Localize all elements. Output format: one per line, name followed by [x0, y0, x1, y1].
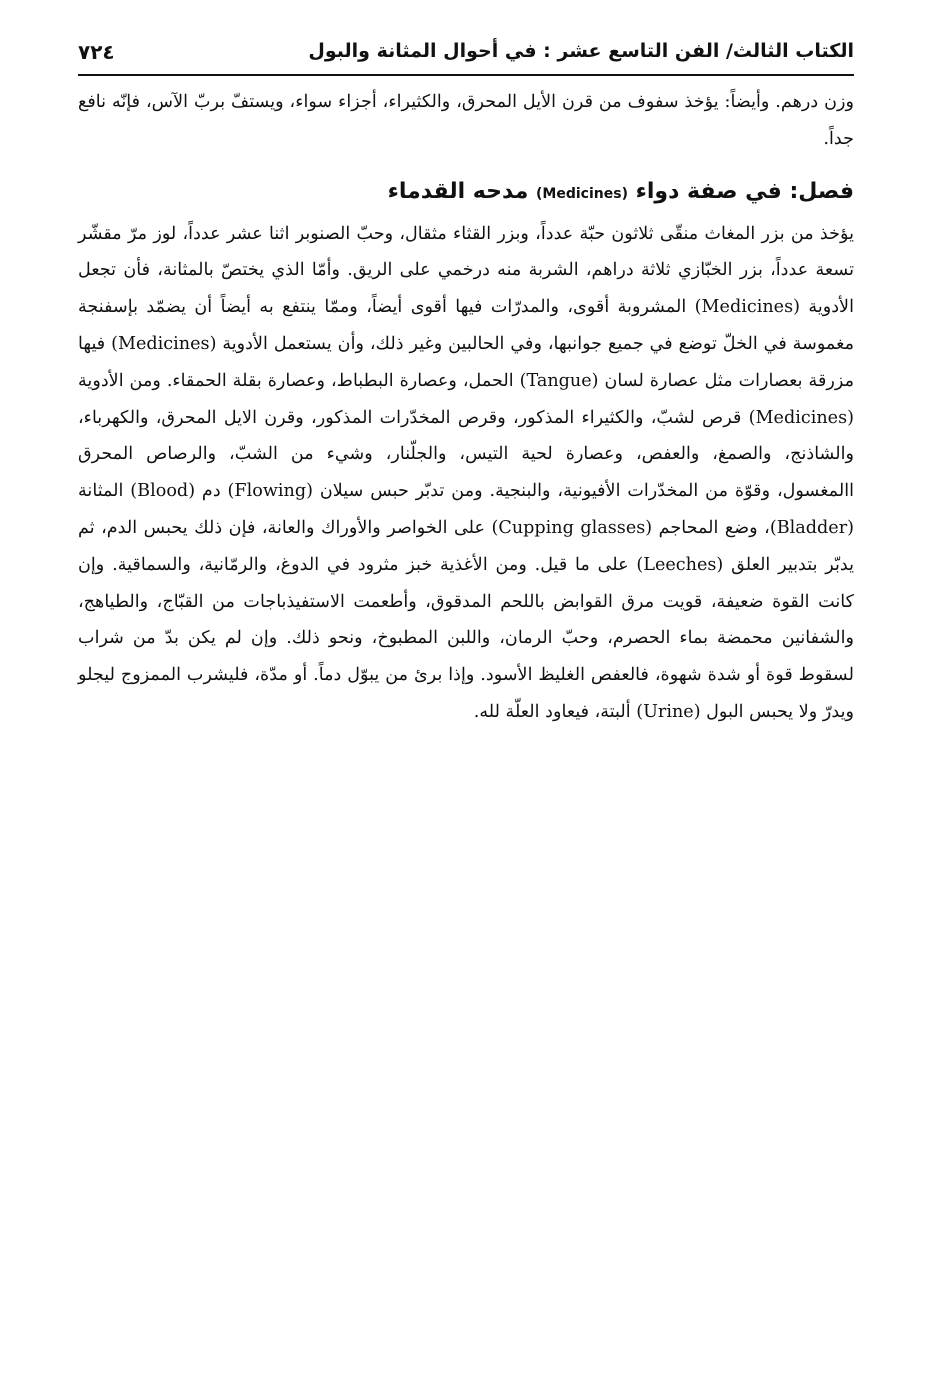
section-heading-latin: (Medicines)	[536, 185, 628, 202]
section-heading-prefix: فصل: في صفة دواء	[635, 178, 854, 204]
header-rule	[78, 74, 854, 76]
running-title: الكتاب الثالث/ الفن التاسع عشر : في أحوال المثانة والبول	[308, 40, 854, 62]
paragraph-continuation: وزن درهم. وأيضاً: يؤخذ سفوف من قرن الأيل المحرق، والكثيراء، أجزاء سواء، ويستفّ بربّ الآس، فإنّه نافع جداً.	[78, 92, 854, 149]
page-number: ٧٢٤	[78, 40, 115, 64]
paragraph-main: يؤخذ من بزر المغاث منقّى ثلاثون حبّة عدداً، وبزر القثاء مثقال، وحبّ الصنوبر اثنا عشر عدداً، لوز مرّ مقشّر تسعة عدداً، بزر الخبّازي ثلاثة دراهم، الشربة منه درخمي على الريق. وأمّا الذي يختصّ بالمثانة، فأن تجعل الأدوية (Medicines) المشروبة أقوى، والمدرّات فيها أقوى أيضاً، وممّا ينتفع به أيضاً أن يضمّد بإسفنجة مغموسة في الخلّ توضع في جميع جوانبها، وفي الحالبين وغير ذلك، وأن يستعمل الأدوية (Medicines) فيها مزرقة بعصارات مثل عصارة لسان (Tangue) الحمل، وعصارة البطباط، وعصارة بقلة الحمقاء. ومن الأدوية (Medicines) قرص لشبّ، والكثيراء المذكور، وقرص المخدّرات المذكور، وقرن الايل المحرق، والكهرباء، والشاذنج، والصمغ، والعفص، وعصارة لحية التيس، والجلّنار، وشيء من الشبّ، والرصاص المحرق االمغسول، وقوّة من المخدّرات الأفيونية، والبنجية. ومن تدبّر حبس سيلان (Flowing) دم (Blood) المثانة (Bladder)، وضع المحاجم (Cupping glasses) على الخواصر والأوراك والعانة، فإن ذلك يحبس الدم، ثم يدبّر بتدبير العلق (Leeches) على ما قيل. ومن الأغذية خبز مثرود في الدوغ، والرمّانية، والسماقية. وإن كانت القوة ضعيفة، قويت مرق القوابض باللحم المدقوق، وأطعمت الاستفيذباجات من القبّاج، والطياهج، والشفانين محمضة بماء الحصرم، وحبّ الرمان، واللبن المطبوخ، ونحو ذلك. وإن لم يكن بدّ من شراب لسقوط قوة أو شدة شهوة، فالعفص الغليظ الأسود. وإذا برئ من يبوّل دماً. أو مدّة، فليشرب الممزوج ليجلو ويدرّ ولا يحبس البول (Urine) ألبتة، فيعاود العلّة لله.	[78, 223, 854, 722]
section-heading	[78, 172, 854, 214]
section-heading-suffix: مدحه القدماء	[387, 178, 529, 204]
book-page	[78, 36, 854, 731]
running-header	[78, 36, 854, 70]
